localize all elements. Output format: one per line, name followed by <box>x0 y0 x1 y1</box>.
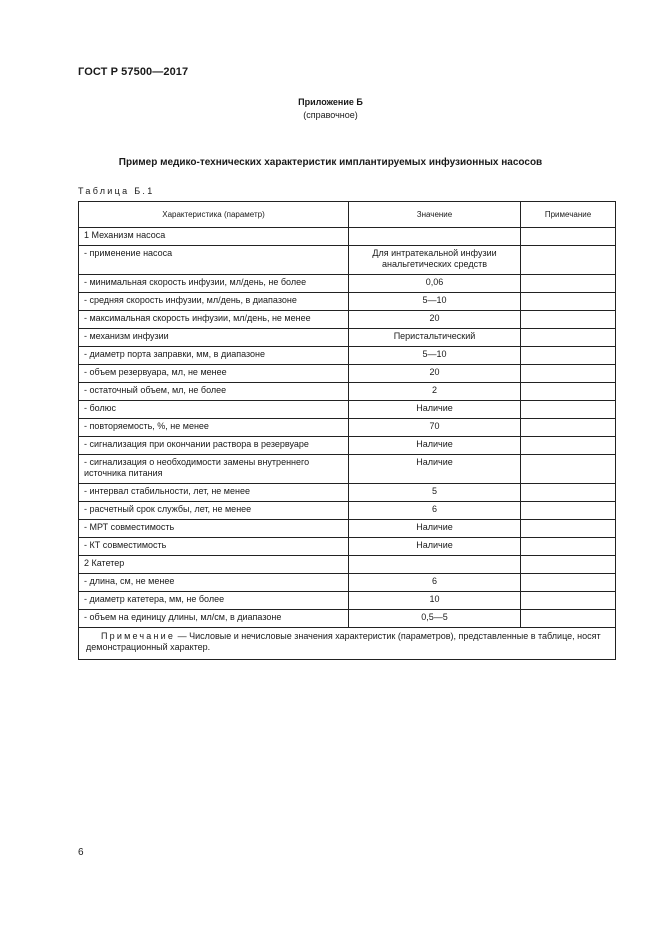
table-row <box>79 365 616 383</box>
table-label: Таблица Б.1 <box>78 186 155 196</box>
table-row <box>79 556 616 574</box>
appendix-title: Приложение Б <box>298 97 363 107</box>
cell-note <box>521 520 616 538</box>
cell-note <box>521 228 616 246</box>
cell-value: 20 <box>349 365 521 383</box>
cell-note <box>521 556 616 574</box>
cell-value <box>349 556 521 574</box>
cell-note <box>521 383 616 401</box>
cell-note <box>521 574 616 592</box>
table-row <box>79 347 616 365</box>
cell-note <box>521 329 616 347</box>
cell-value: 6 <box>349 502 521 520</box>
table-footnote <box>79 628 616 660</box>
cell-parameter: - средняя скорость инфузии, мл/день, в диапазоне <box>79 293 349 311</box>
column-header-parameter: Характеристика (параметр) <box>79 202 349 228</box>
table-row <box>79 311 616 329</box>
table-row <box>79 246 616 275</box>
cell-parameter: 2 Катетер <box>79 556 349 574</box>
cell-note <box>521 455 616 484</box>
table-row <box>79 592 616 610</box>
table-row <box>79 419 616 437</box>
cell-note <box>521 347 616 365</box>
cell-parameter: - КТ совместимость <box>79 538 349 556</box>
cell-value: 0,06 <box>349 275 521 293</box>
cell-note <box>521 293 616 311</box>
cell-parameter: - расчетный срок службы, лет, не менее <box>79 502 349 520</box>
appendix-block <box>0 96 661 122</box>
cell-value: Для интратекальной инфузии анальгетических средств <box>349 246 521 275</box>
cell-parameter: - болюс <box>79 401 349 419</box>
cell-note <box>521 592 616 610</box>
cell-parameter: - механизм инфузии <box>79 329 349 347</box>
cell-parameter: - сигнализация при окончании раствора в резервуаре <box>79 437 349 455</box>
cell-note <box>521 502 616 520</box>
cell-parameter: - максимальная скорость инфузии, мл/день, не менее <box>79 311 349 329</box>
table-row <box>79 293 616 311</box>
footnote-label: Примечание <box>101 631 176 641</box>
table-row <box>79 329 616 347</box>
cell-parameter: - остаточный объем, мл, не более <box>79 383 349 401</box>
cell-value: Наличие <box>349 455 521 484</box>
cell-note <box>521 365 616 383</box>
column-header-value: Значение <box>349 202 521 228</box>
cell-value: 5 <box>349 484 521 502</box>
table-row <box>79 437 616 455</box>
cell-value: 5—10 <box>349 293 521 311</box>
table-row <box>79 574 616 592</box>
cell-note <box>521 437 616 455</box>
cell-note <box>521 275 616 293</box>
cell-note <box>521 401 616 419</box>
cell-parameter: - объем на единицу длины, мл/см, в диапазоне <box>79 610 349 628</box>
table-row <box>79 228 616 246</box>
characteristics-table <box>78 201 616 660</box>
table-row <box>79 455 616 484</box>
cell-parameter: 1 Механизм насоса <box>79 228 349 246</box>
cell-value: Наличие <box>349 520 521 538</box>
table-row <box>79 502 616 520</box>
cell-parameter: - МРТ совместимость <box>79 520 349 538</box>
column-header-note: Примечание <box>521 202 616 228</box>
cell-value: 2 <box>349 383 521 401</box>
footnote-text: — Числовые и нечисловые значения характеристик (параметров), представленные в таблице, носят демонстрационный характер. <box>86 631 601 652</box>
appendix-subtitle: (справочное) <box>303 110 358 120</box>
cell-note <box>521 246 616 275</box>
cell-parameter: - длина, см, не менее <box>79 574 349 592</box>
page-number: 6 <box>78 847 84 858</box>
cell-parameter: - минимальная скорость инфузии, мл/день, не более <box>79 275 349 293</box>
cell-parameter: - диаметр порта заправки, мм, в диапазоне <box>79 347 349 365</box>
cell-value: 6 <box>349 574 521 592</box>
table-row <box>79 538 616 556</box>
cell-value: Наличие <box>349 437 521 455</box>
table-row <box>79 401 616 419</box>
table-footnote-row <box>79 628 616 660</box>
table-row <box>79 275 616 293</box>
cell-value: 10 <box>349 592 521 610</box>
cell-note <box>521 610 616 628</box>
cell-value <box>349 228 521 246</box>
document-standard-code: ГОСТ Р 57500—2017 <box>78 66 189 78</box>
table-row <box>79 484 616 502</box>
cell-value: Наличие <box>349 538 521 556</box>
cell-parameter: - объем резервуара, мл, не менее <box>79 365 349 383</box>
cell-note <box>521 484 616 502</box>
cell-parameter: - применение насоса <box>79 246 349 275</box>
cell-value: Наличие <box>349 401 521 419</box>
table-header-row <box>79 202 616 228</box>
table-body <box>79 228 616 628</box>
cell-value: 70 <box>349 419 521 437</box>
cell-parameter: - диаметр катетера, мм, не более <box>79 592 349 610</box>
cell-value: 0,5—5 <box>349 610 521 628</box>
cell-parameter: - сигнализация о необходимости замены внутреннего источника питания <box>79 455 349 484</box>
cell-value: 20 <box>349 311 521 329</box>
section-heading: Пример медико-технических характеристик имплантируемых инфузионных насосов <box>118 157 543 168</box>
cell-value: Перистальтический <box>349 329 521 347</box>
table-row <box>79 610 616 628</box>
cell-value: 5—10 <box>349 347 521 365</box>
table-row <box>79 520 616 538</box>
cell-parameter: - интервал стабильности, лет, не менее <box>79 484 349 502</box>
cell-parameter: - повторяемость, %, не менее <box>79 419 349 437</box>
cell-note <box>521 419 616 437</box>
cell-note <box>521 311 616 329</box>
table-row <box>79 383 616 401</box>
cell-note <box>521 538 616 556</box>
